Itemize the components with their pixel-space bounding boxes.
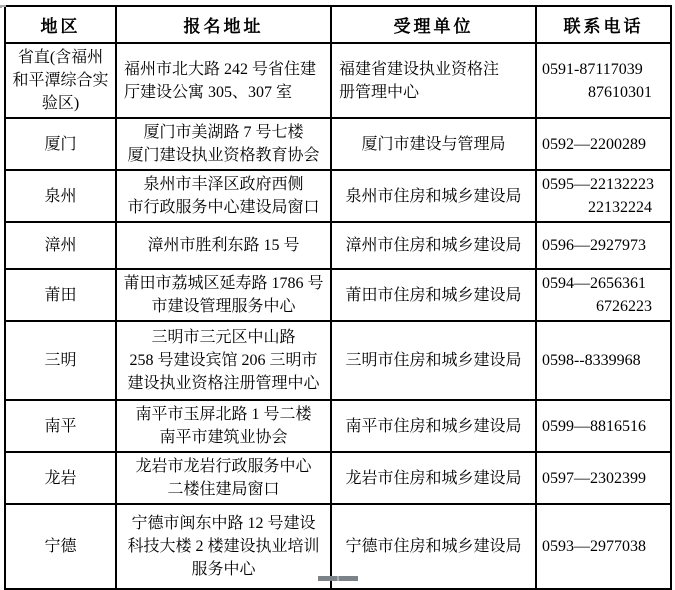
phone-cell-line: 0598--8339968 — [542, 352, 641, 369]
unit-cell — [331, 504, 536, 589]
header-cell: 受理单位 — [331, 6, 536, 43]
region-cell — [5, 400, 116, 452]
region-cell-line: 南平 — [44, 417, 77, 435]
region-cell — [5, 170, 116, 222]
phone-cell-line: 0596—2927973 — [542, 237, 646, 254]
region-cell-line: 三明 — [44, 352, 77, 369]
address-cell-line: 南平市建筑业协会 — [159, 429, 288, 446]
phone-cell — [536, 118, 671, 170]
address-cell-line: 三明市三元区中山路 — [151, 329, 296, 346]
phone-cell — [536, 170, 671, 222]
address-cell-line: 南平市玉屏北路 1 号二楼 — [135, 406, 312, 423]
phone-cell-line: 0591-87117039 — [542, 60, 643, 78]
phone-cell-line: 0594—2656361 — [542, 275, 646, 292]
region-cell-line: 厦门 — [44, 135, 77, 153]
address-cell-line: 厅建设公寓 305、307 室 — [124, 83, 293, 101]
address-cell-line: 漳州市胜利东路 15 号 — [147, 237, 300, 254]
region-cell — [5, 452, 116, 504]
table-row — [5, 170, 671, 222]
unit-cell — [331, 400, 536, 452]
address-cell — [116, 269, 331, 321]
region-cell-line: 漳州 — [44, 237, 77, 254]
phone-cell-line: 0595—22132223 — [542, 176, 654, 193]
address-cell — [116, 222, 331, 269]
address-cell-line: 科技大楼 2 楼建设执业培训 — [127, 538, 320, 555]
phone-cell-line: 87610301 — [588, 83, 652, 101]
address-cell-line: 厦门建设执业资格教育协会 — [127, 147, 320, 164]
scan-corner-artifact — [0, 5, 6, 8]
region-cell-line: 宁德 — [44, 538, 77, 555]
unit-cell-line: 泉州市住房和城乡建设局 — [345, 187, 522, 205]
region-cell — [5, 222, 116, 269]
table-row — [5, 452, 671, 504]
table-row — [5, 43, 671, 118]
unit-cell — [331, 269, 536, 321]
region-cell — [5, 321, 116, 400]
unit-cell — [331, 222, 536, 269]
phone-cell-line: 6726223 — [596, 298, 652, 315]
phone-cell-line: 0592—2200289 — [542, 135, 646, 153]
registration-contact-table — [4, 5, 672, 590]
address-cell-line: 市建设管理服务中心 — [151, 298, 296, 315]
region-cell — [5, 43, 116, 118]
header-cell: 报名地址 — [116, 6, 331, 43]
region-cell-line: 验区) — [41, 95, 80, 112]
phone-cell-line: 0599—8816516 — [542, 417, 646, 435]
unit-cell-line: 漳州市住房和城乡建设局 — [345, 237, 522, 254]
table-row — [5, 222, 671, 269]
unit-cell-line: 三明市住房和城乡建设局 — [345, 352, 522, 369]
address-cell — [116, 504, 331, 589]
region-cell — [5, 504, 116, 589]
region-cell-line: 莆田 — [44, 286, 77, 304]
address-cell — [116, 400, 331, 452]
address-cell-line: 龙岩市龙岩行政服务中心 — [135, 458, 312, 475]
phone-cell — [536, 269, 671, 321]
address-cell — [116, 170, 331, 222]
address-cell-line: 市行政服务中心建设局窗口 — [127, 199, 320, 216]
phone-cell-line: 22132224 — [588, 199, 652, 216]
phone-cell-line: 0593—2977038 — [542, 538, 646, 555]
phone-cell — [536, 504, 671, 589]
unit-cell — [331, 170, 536, 222]
address-cell-line: 莆田市荔城区延寿路 1786 号 — [123, 275, 324, 292]
unit-cell-line: 厦门市建设与管理局 — [361, 135, 506, 153]
header-cell: 地区 — [5, 6, 116, 43]
unit-cell — [331, 118, 536, 170]
unit-cell-line: 莆田市住房和城乡建设局 — [345, 286, 522, 304]
unit-cell-line: 宁德市住房和城乡建设局 — [345, 538, 522, 555]
region-cell-line: 泉州 — [44, 187, 77, 205]
address-cell — [116, 43, 331, 118]
address-cell-line: 宁德市闽东中路 12 号建设 — [131, 515, 316, 532]
phone-cell — [536, 321, 671, 400]
unit-cell — [331, 321, 536, 400]
unit-cell — [331, 452, 536, 504]
address-cell-line: 厦门市美湖路 7 号七楼 — [143, 124, 304, 141]
address-cell-line: 服务中心 — [191, 561, 256, 578]
table-row — [5, 400, 671, 452]
address-cell — [116, 118, 331, 170]
header-cell: 联系电话 — [536, 6, 671, 43]
address-cell-line: 258 号建设宾馆 206 三明市 — [129, 352, 318, 369]
address-cell-line: 建设执业资格注册管理中心 — [127, 375, 320, 392]
address-cell-line: 泉州市丰泽区政府西侧 — [143, 176, 304, 193]
unit-cell-line: 龙岩市住房和城乡建设局 — [345, 469, 522, 487]
table-row — [5, 321, 671, 400]
region-cell-line: 省直(含福州 — [17, 49, 104, 66]
unit-cell-line: 南平市住房和城乡建设局 — [345, 417, 522, 435]
address-cell-line: 福州市北大路 242 号省住建 — [124, 60, 317, 78]
unit-cell-line: 福建省建设执业资格注 — [339, 60, 500, 78]
phone-cell — [536, 400, 671, 452]
unit-cell-line: 册管理中心 — [339, 83, 420, 101]
header-row — [5, 6, 671, 43]
region-cell — [5, 269, 116, 321]
region-cell — [5, 118, 116, 170]
address-cell — [116, 321, 331, 400]
table-row — [5, 269, 671, 321]
unit-cell — [331, 43, 536, 118]
address-cell-line: 二楼住建局窗口 — [167, 481, 280, 498]
region-cell-line: 龙岩 — [44, 469, 77, 487]
phone-cell — [536, 452, 671, 504]
address-cell — [116, 452, 331, 504]
phone-cell-line: 0597—2302399 — [542, 469, 646, 487]
region-cell-line: 和平潭综合实 — [12, 72, 109, 89]
phone-cell — [536, 43, 671, 118]
phone-cell — [536, 222, 671, 269]
table-row — [5, 118, 671, 170]
